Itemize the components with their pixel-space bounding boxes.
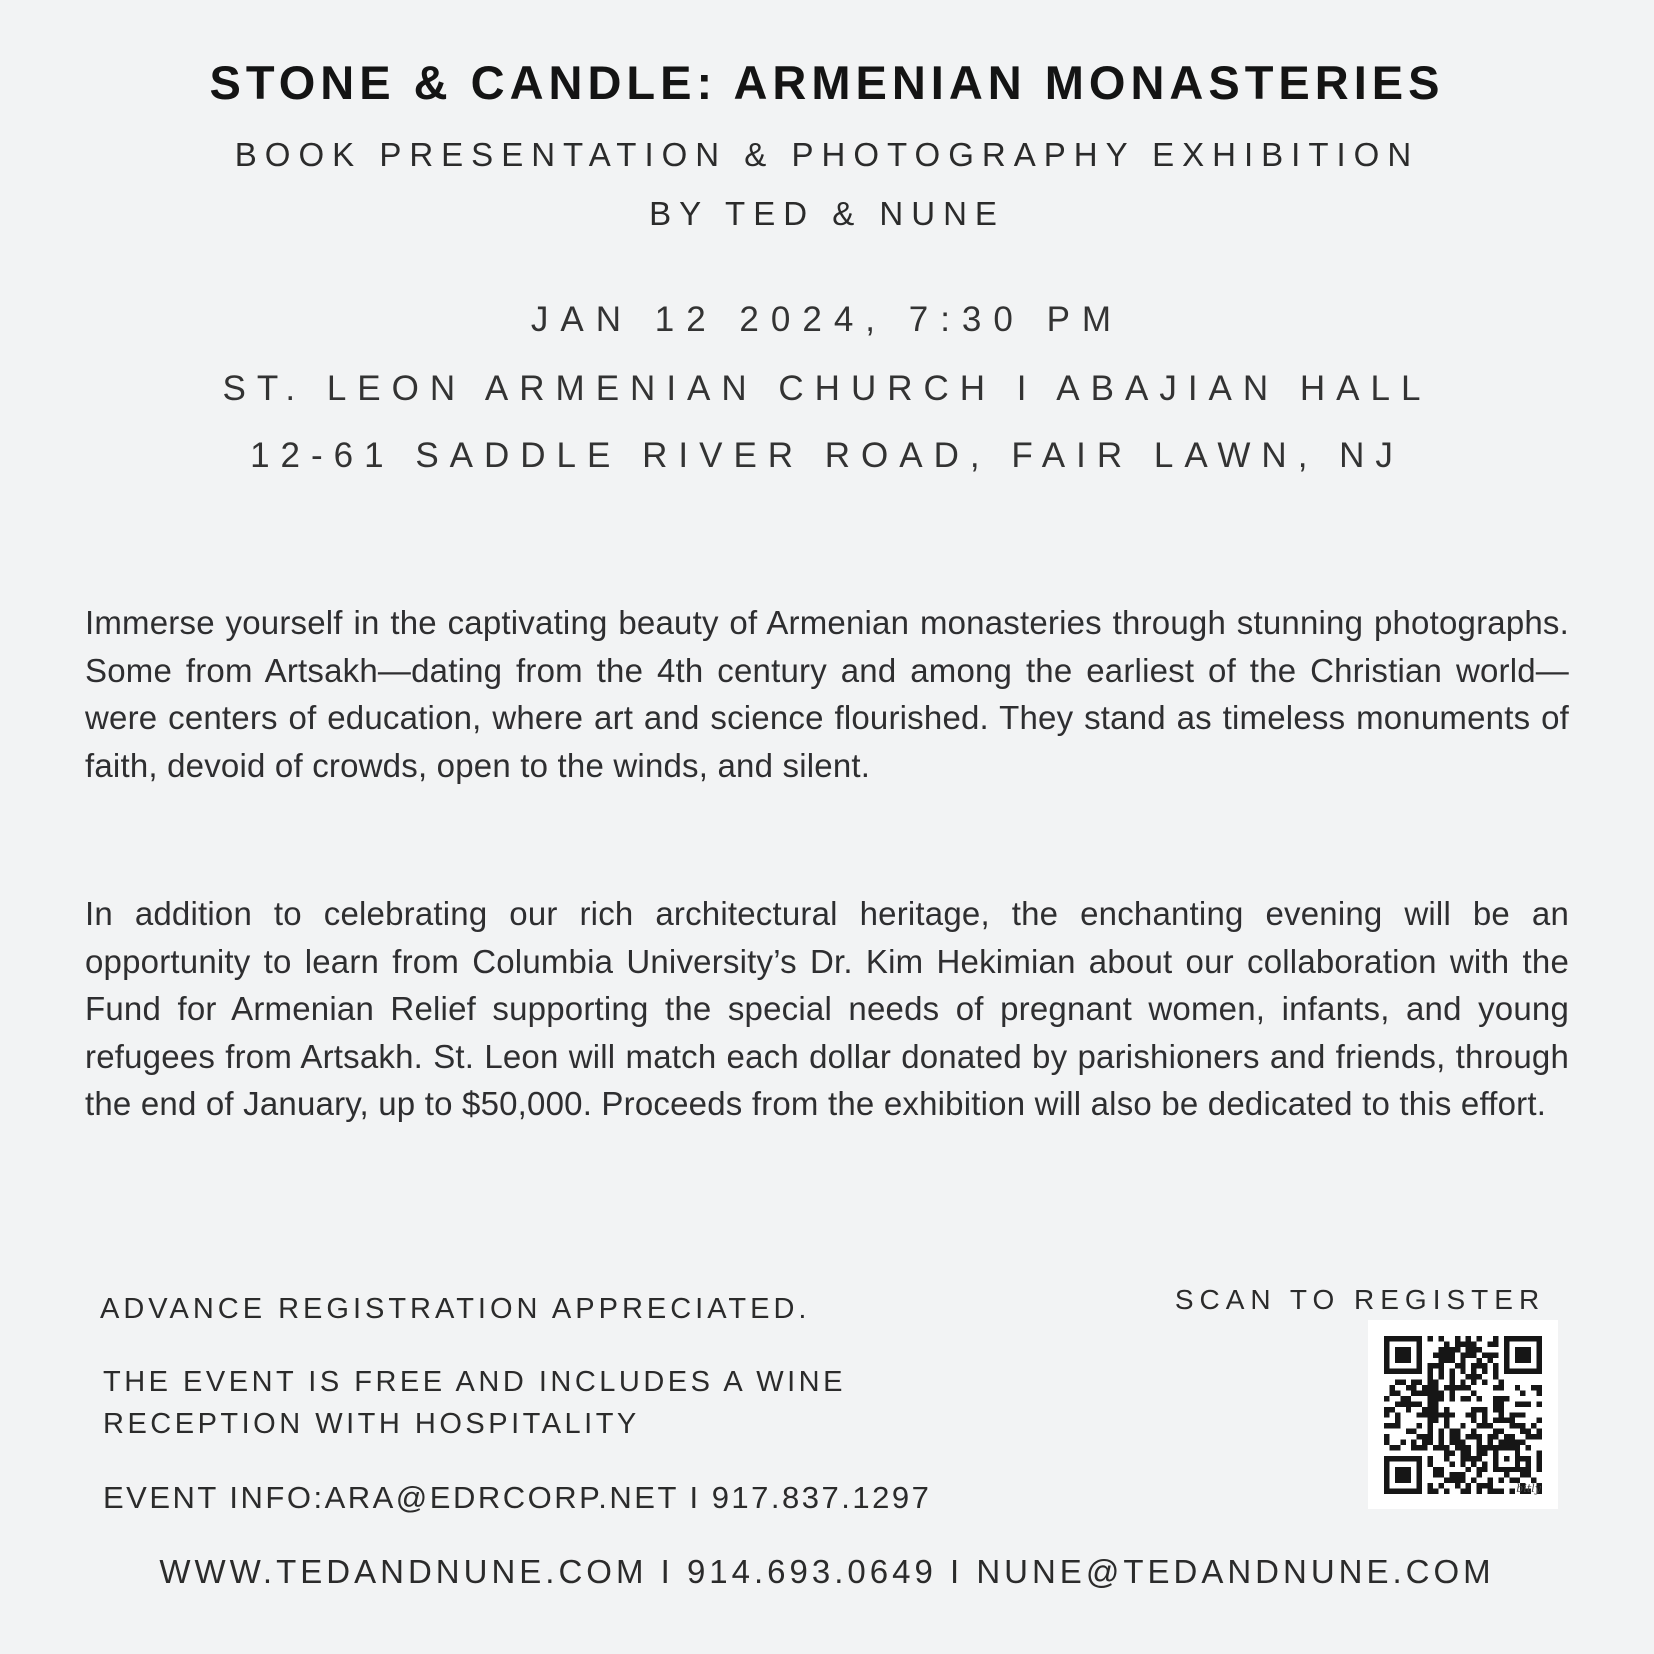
flyer-byline: BY TED & NUNE	[649, 195, 1005, 232]
description-paragraph-2: In addition to celebrating our rich architectural heritage, the enchanting evening will be an opportunity to learn from Columbia University’s Dr. Kim Hekimian about our collaboration with the Fund for Armenian Relief supporting the special needs of pregnant women, infants, and young refugees from Artsakh. St. Leon will match each dollar donated by parishioners and friends, through the end of January, up to $50,000. Proceeds from the exhibition will also be dedicated to this effort.	[85, 895, 1569, 1122]
scan-to-register-label: SCAN TO REGISTER	[1174, 1284, 1546, 1315]
description-paragraph-1: Immerse yourself in the captivating beauty of Armenian monasteries through stunning photographs. Some from Artsakh—dating from the 4th century and among the earliest of the Christian world—were centers of education, where art and science flourished. They stand as timeless monuments of faith, devoid of crowds, open to the winds, and silent.	[85, 604, 1569, 784]
event-contact-info: EVENT INFO:ARA@EDRCORP.NET I 917.837.1297	[103, 1480, 932, 1515]
event-venue: ST. LEON ARMENIAN CHURCH I ABAJIAN HALL	[222, 369, 1432, 408]
flyer-title: STONE & CANDLE: ARMENIAN MONASTERIES	[209, 56, 1445, 109]
qr-code-canvas	[1384, 1336, 1542, 1494]
free-event-note-line1: THE EVENT IS FREE AND INCLUDES A WINE	[103, 1366, 846, 1398]
flyer-subtitle: BOOK PRESENTATION & PHOTOGRAPHY EXHIBITION	[234, 136, 1420, 173]
event-datetime: JAN 12 2024, 7:30 PM	[530, 300, 1124, 339]
qr-provider-watermark: bitly	[1516, 1482, 1541, 1495]
event-address: 12-61 SADDLE RIVER ROAD, FAIR LAWN, NJ	[250, 436, 1404, 475]
footer-contacts: WWW.TEDANDNUNE.COM I 914.693.0649 I NUNE@TEDANDNUNE.COM	[159, 1553, 1495, 1590]
free-event-note-line2: RECEPTION WITH HOSPITALITY	[103, 1408, 640, 1440]
registration-note: ADVANCE REGISTRATION APPRECIATED.	[100, 1293, 811, 1325]
qr-code	[1368, 1320, 1558, 1509]
